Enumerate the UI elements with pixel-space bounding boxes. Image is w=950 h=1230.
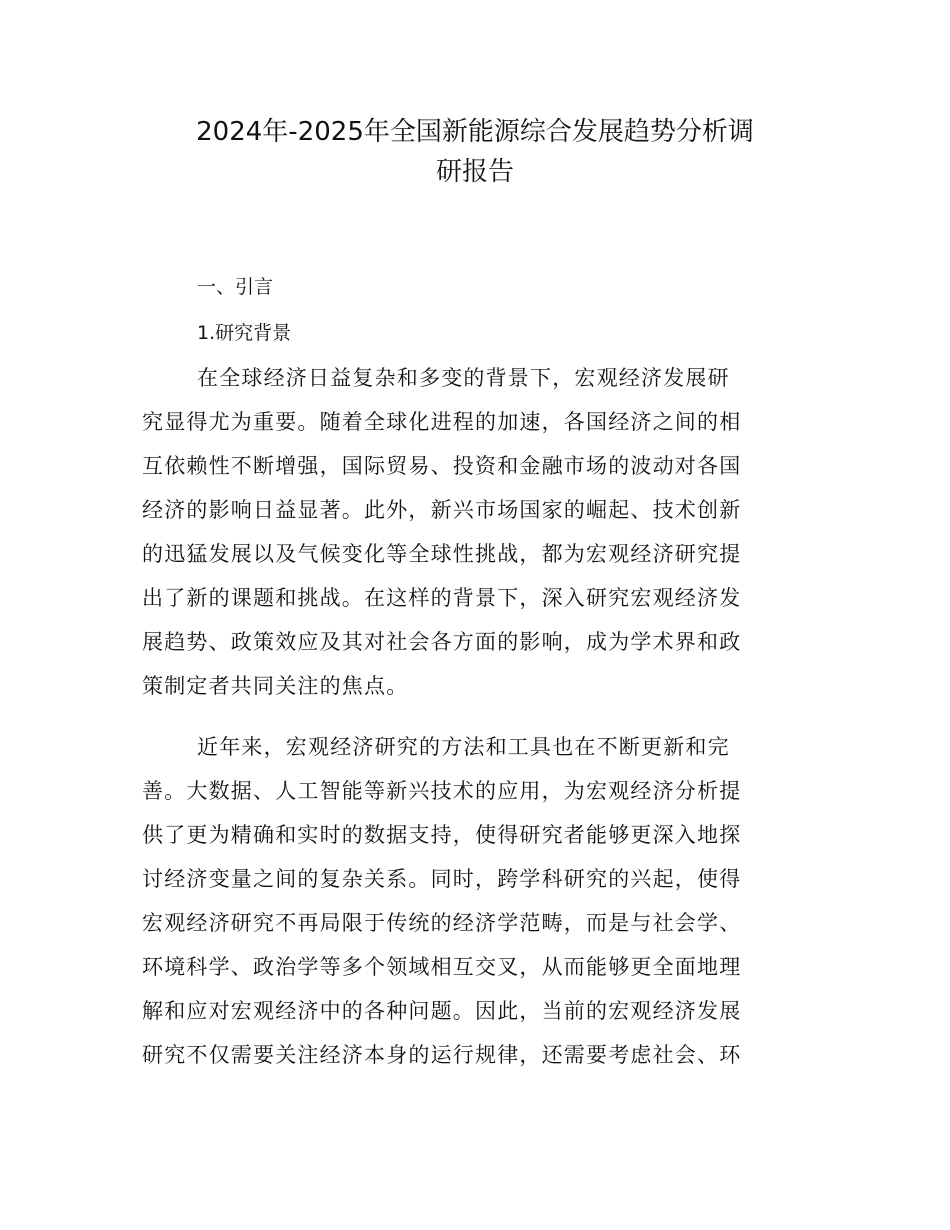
- paragraph-1-line: 出了新的课题和挑战。在这样的背景下，深入研究宏观经济发: [142, 586, 742, 610]
- paragraph-1-line: 展趋势、政策效应及其对社会各方面的影响，成为学术界和政: [142, 630, 742, 654]
- paragraph-2-line: 宏观经济研究不再局限于传统的经济学范畴，而是与社会学、: [142, 911, 742, 935]
- document-title: [120, 112, 830, 192]
- paragraph-2-line: 解和应对宏观经济中的各种问题。因此，当前的宏观经济发展: [142, 999, 742, 1023]
- paragraph-2-line: 研究不仅需要关注经济本身的运行规律，还需要考虑社会、环: [142, 1043, 742, 1067]
- paragraph-1-line: 经济的影响日益显著。此外，新兴市场国家的崛起、技术创新: [142, 498, 742, 522]
- title-line-1: 2024年-2025年全国新能源综合发展趋势分析调: [196, 117, 754, 147]
- title-line-2: 研报告: [435, 157, 514, 187]
- paragraph-1-line: 在全球经济日益复杂和多变的背景下，宏观经济发展研: [197, 366, 730, 390]
- paragraph-2-line: 环境科学、政治学等多个领域相互交叉，从而能够更全面地理: [142, 955, 742, 979]
- section-heading: 一、引言: [197, 276, 274, 298]
- paragraph-1-line: 策制定者共同关注的焦点。: [142, 674, 409, 698]
- paragraph-2-line: 供了更为精确和实时的数据支持，使得研究者能够更深入地探: [142, 823, 742, 847]
- paragraph-1-line: 的迅猛发展以及气候变化等全球性挑战，都为宏观经济研究提: [142, 542, 742, 566]
- paragraph-2-line: 善。大数据、人工智能等新兴技术的应用，为宏观经济分析提: [142, 779, 742, 803]
- paragraph-1-line: 互依赖性不断增强，国际贸易、投资和金融市场的波动对各国: [142, 454, 742, 478]
- paragraph-1-line: 究显得尤为重要。随着全球化进程的加速，各国经济之间的相: [142, 410, 742, 434]
- paragraph-2-line: 讨经济变量之间的复杂关系。同时，跨学科研究的兴起，使得: [142, 867, 742, 891]
- paragraph-2-line: 近年来，宏观经济研究的方法和工具也在不断更新和完: [197, 735, 730, 759]
- subsection-heading: 1.研究背景: [197, 322, 292, 344]
